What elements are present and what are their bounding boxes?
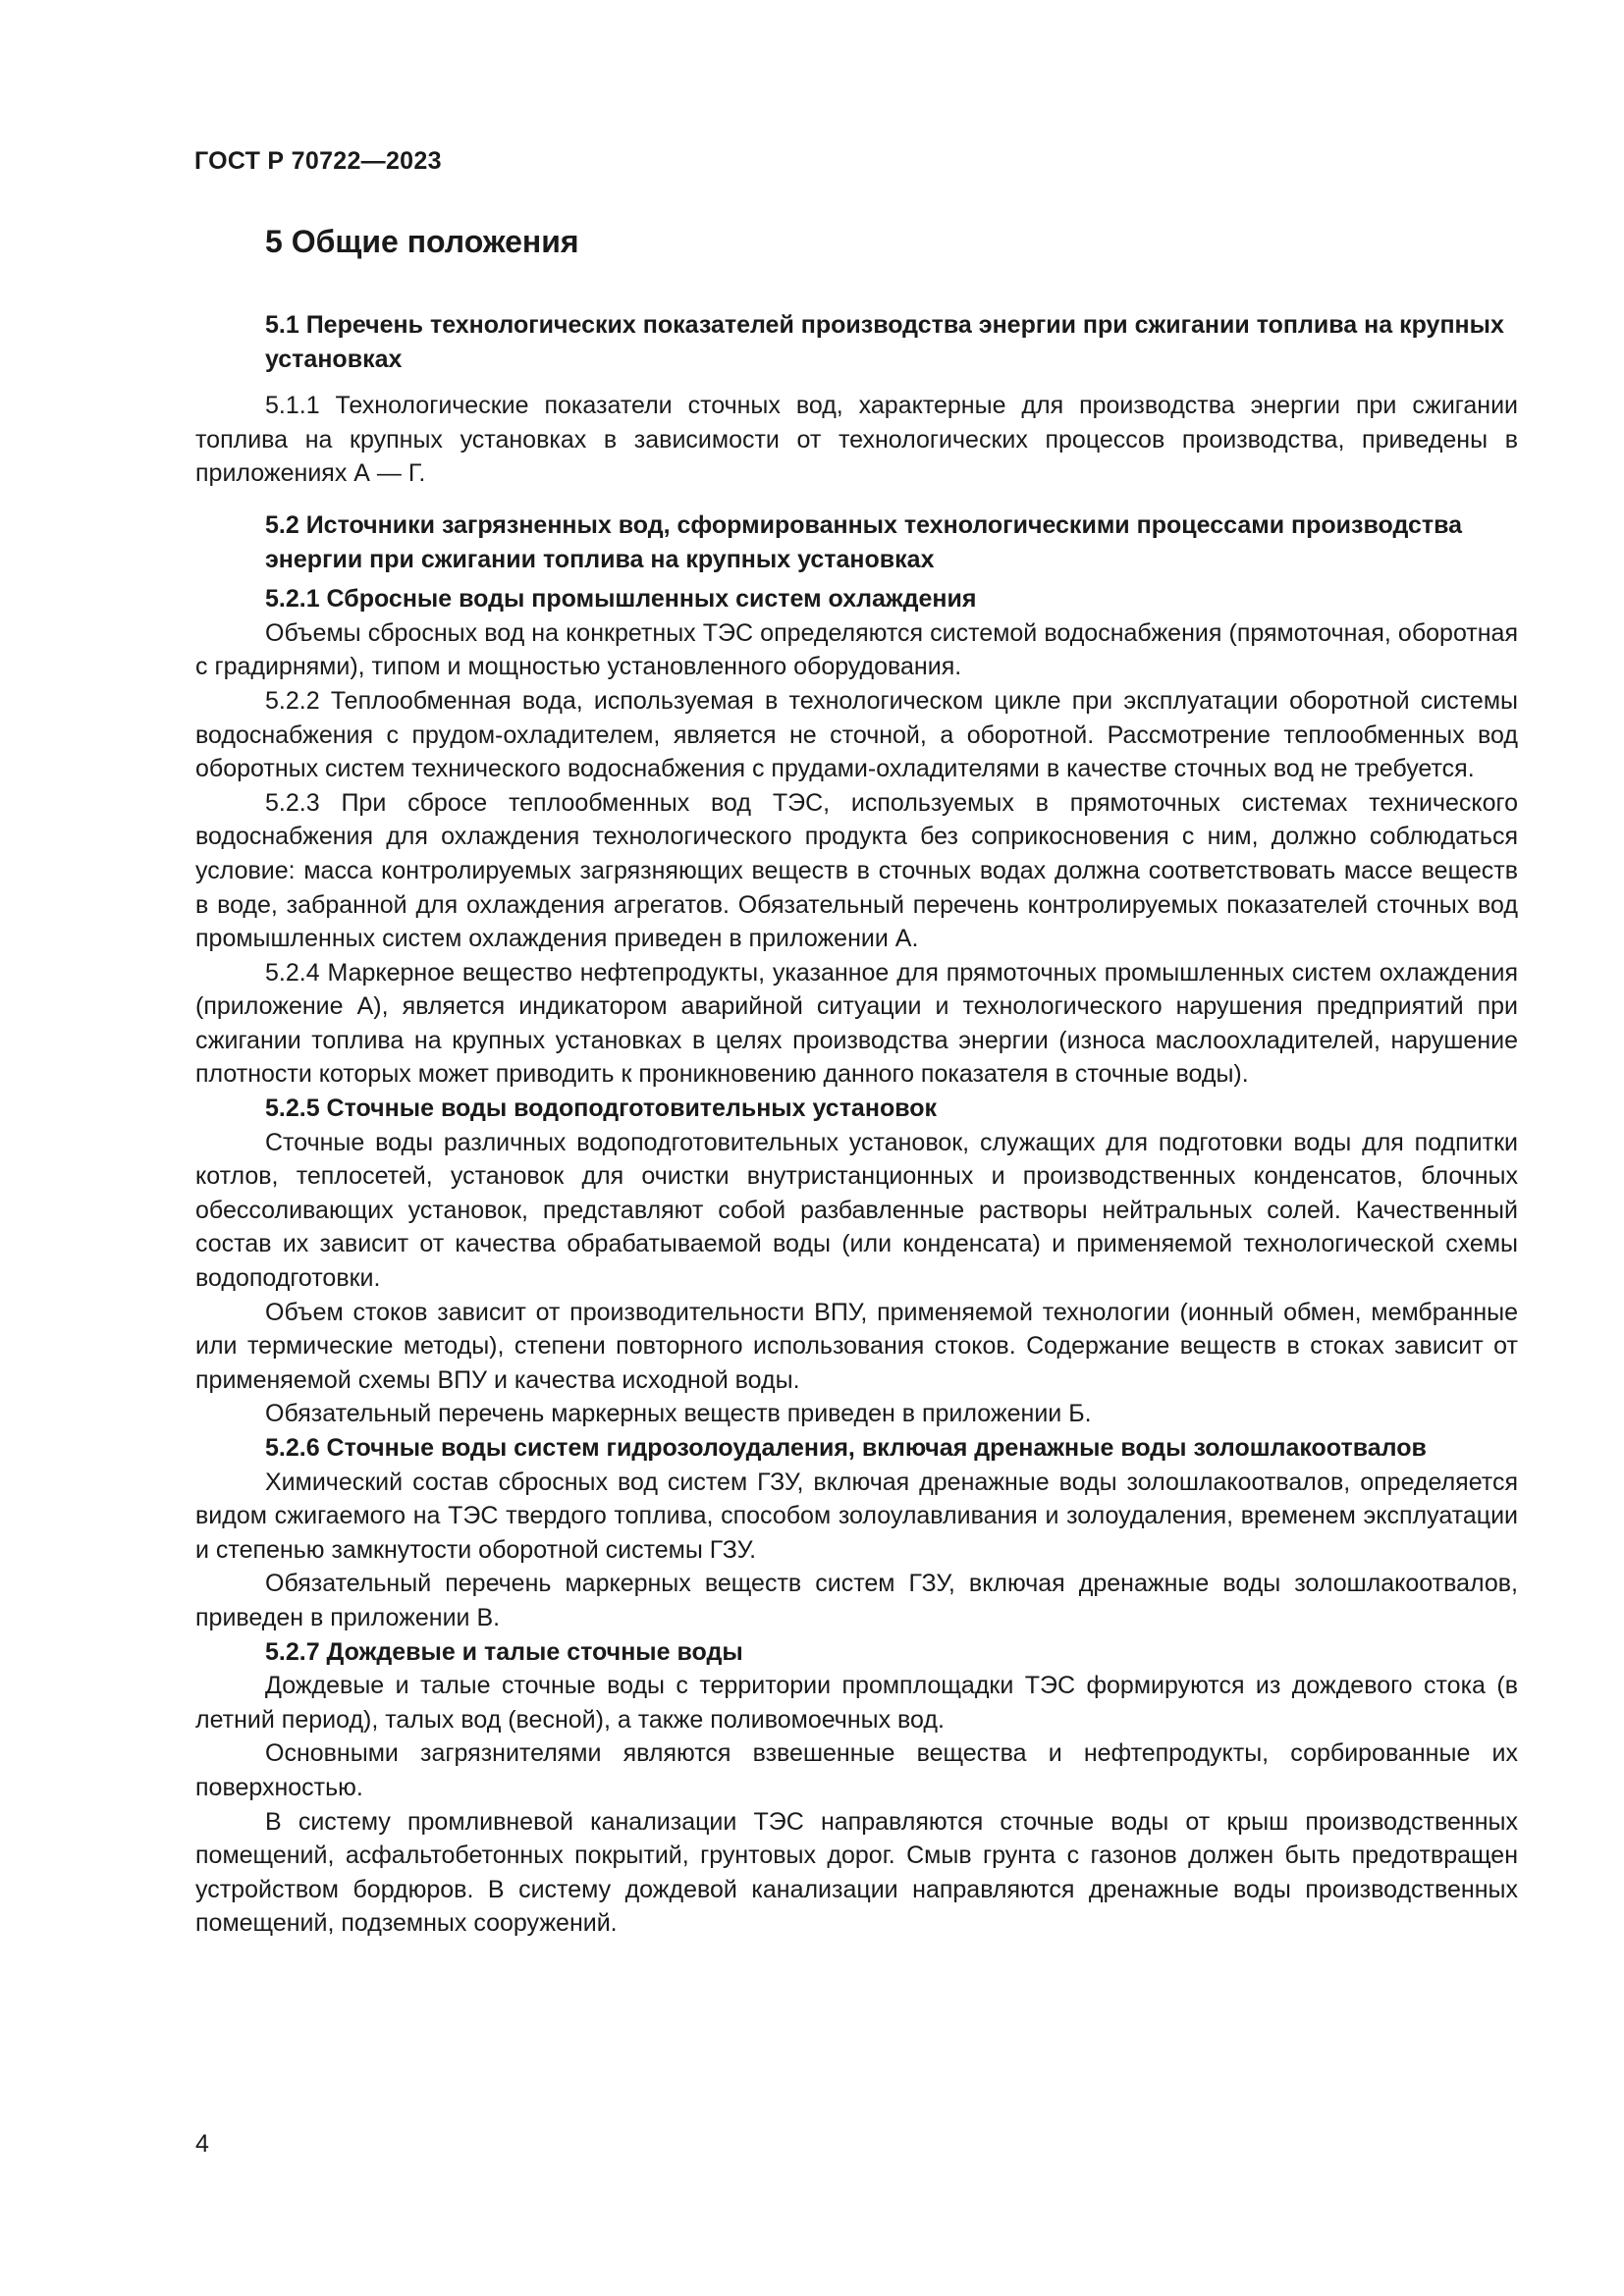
subsection-heading-5-1: 5.1 Перечень технологических показателей производства энергии при сжигании топлива на крупных установках xyxy=(265,311,1504,373)
document-code-header: ГОСТ Р 70722—2023 xyxy=(194,147,442,175)
paragraph-5-2-7-b: Основными загрязнителями являются взвешенные вещества и нефтепродукты, сорбированные их поверхностью. xyxy=(195,1739,1518,1801)
paragraph-5-2-7-c: В систему промливневой канализации ТЭС направляются сточные воды от крыш производственных помещений, асфальтобетонных покрытий, грунтовых дорог. Смыв грунта с газонов должен быть предотвращен устройством бордюров. В систему дождевой канализации направляются дренажные воды производственных помещений, подземных сооружений. xyxy=(195,1807,1518,1938)
paragraph-5-2-5-a: Сточные воды различных водоподготовительных установок, служащих для подготовки воды для подпитки котлов, теплосетей, установок для очистки внутристанционных и производственных конденсатов, блочных обессоливающих установок, представляют собой разбавленные растворы нейтральных солей. Качественный состав их зависит от качества обрабатываемой воды (или конденсата) и применяемой технологической схемы водоподготовки. xyxy=(195,1128,1518,1293)
clause-heading-5-2-6: 5.2.6 Сточные воды систем гидрозолоудаления, включая дренажные воды золошлакоотвалов xyxy=(265,1434,1427,1462)
paragraph-5-2-5-c: Обязательный перечень маркерных веществ приведен в приложении Б. xyxy=(265,1400,1092,1428)
paragraph-5-2-1: Объемы сбросных вод на конкретных ТЭС определяются системой водоснабжения (прямоточная, оборотная с градирнями), типом и мощностью установленного оборудования. xyxy=(195,618,1518,681)
paragraph-5-2-3: 5.2.3 При сбросе теплообменных вод ТЭС, используемых в прямоточных системах технического водоснабжения для охлаждения технологического продукта без соприкосновения с ним, должно соблюдаться условие: масса контролируемых загрязняющих веществ в сточных водах должна соответствовать массе веществ в воде, забранной для охлаждения агрегатов. Обязательный перечень контролируемых показателей сточных вод промышленных систем охлаждения приведен в приложении А. xyxy=(195,788,1518,953)
clause-heading-5-2-5: 5.2.5 Сточные воды водоподготовительных установок xyxy=(265,1095,938,1123)
paragraph-5-2-4: 5.2.4 Маркерное вещество нефтепродукты, указанное для прямоточных промышленных систем охлаждения (приложение А), является индикатором аварийной ситуации и технологического нарушения предприятий при сжигании топлива на крупных установках в целях производства энергии (износа маслоохладителей, нарушение плотности которых может приводить к проникновению данного показателя в сточные воды). xyxy=(195,958,1518,1089)
paragraph-5-2-5-b: Объем стоков зависит от производительности ВПУ, применяемой технологии (ионный обмен, мембранные или термические методы), степени повторного использования стоков. Содержание веществ в стоках зависит от применяемой схемы ВПУ и качества исходной воды. xyxy=(195,1298,1518,1394)
paragraph-5-2-2: 5.2.2 Теплообменная вода, используемая в технологическом цикле при эксплуатации оборотной системы водоснабжения с прудом-охладителем, является не сточной, а оборотной. Рассмотрение теплообменных вод оборотных систем технического водоснабжения с прудами-охладителями в качестве сточных вод не требуется. xyxy=(195,686,1518,783)
page-number: 4 xyxy=(195,2130,209,2158)
clause-heading-5-2-1: 5.2.1 Сбросные воды промышленных систем охлаждения xyxy=(265,585,977,614)
paragraph-5-2-7-a: Дождевые и талые сточные воды с территории промплощадки ТЭС формируются из дождевого стока (в летний период), талых вод (весной), а также поливомоечных вод. xyxy=(195,1672,1518,1734)
section-title: 5 Общие положения xyxy=(265,224,579,259)
paragraph-5-1-1: 5.1.1 Технологические показатели сточных вод, характерные для производства энергии при сжигании топлива на крупных установках в зависимости от технологических процессов производства, приведены в приложениях А — Г. xyxy=(195,392,1518,488)
subsection-heading-5-2: 5.2 Источники загрязненных вод, сформированных технологическими процессами производства энергии при сжигании топлива на крупных установках xyxy=(265,510,1463,573)
document-body xyxy=(195,308,1518,1941)
paragraph-5-2-6-b: Обязательный перечень маркерных веществ систем ГЗУ, включая дренажные воды золошлакоотвалов, приведен в приложении В. xyxy=(195,1570,1518,1631)
paragraph-5-2-6-a: Химический состав сбросных вод систем ГЗУ, включая дренажные воды золошлакоотвалов, определяется видом сжигаемого на ТЭС твердого топлива, способом золоулавливания и золоудаления, временем эксплуатации и степенью замкнутости оборотной системы ГЗУ. xyxy=(195,1468,1518,1564)
clause-heading-5-2-7: 5.2.7 Дождевые и талые сточные воды xyxy=(265,1637,743,1666)
